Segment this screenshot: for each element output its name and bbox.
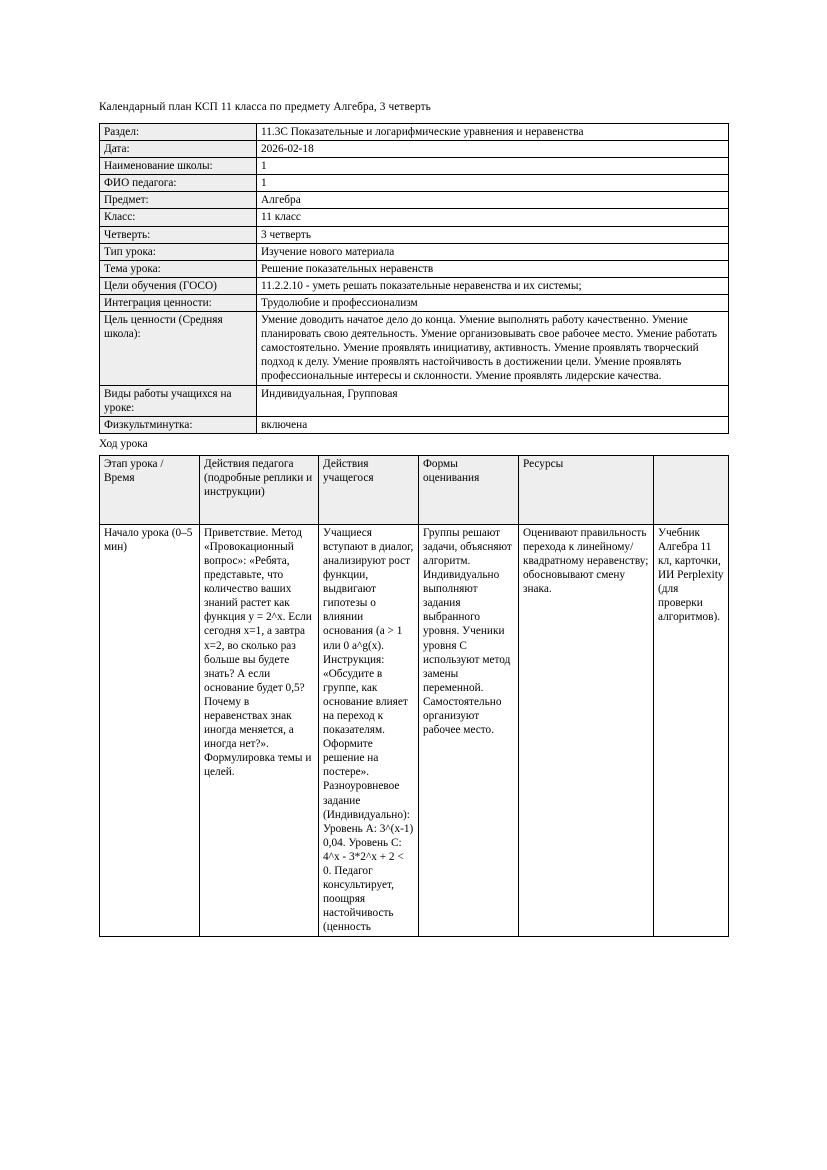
info-value-razdel: 11.3C Показательные и логарифмические уравнения и неравенства (257, 124, 729, 141)
table-row (100, 385, 729, 416)
cell-resources (519, 524, 654, 936)
info-label-data: Дата: (100, 141, 257, 158)
cell-teacher-actions-text: Приветствие. Метод «Провокационный вопрос»: «Ребята, представьте, что количество ваших знаний растет как функция y = 2^x. Если сегодня x=1, а завтра x=2, во сколько раз больше вы будете знать? А если основание будет 0,5? Почему в неравенствах знак иногда меняется, а иногда нет?». Формулировка темы и целей. (204, 526, 312, 779)
info-value-lesson-topic: Решение показательных неравенств (257, 260, 729, 277)
col-header-stage: Этап урока / Время (100, 455, 200, 524)
table-row (100, 175, 729, 192)
col-header-assessment-forms: Формы оценивания (419, 455, 519, 524)
info-label-class: Класс: (100, 209, 257, 226)
table-row (100, 141, 729, 158)
info-value-value-integration: Трудолюбие и профессионализм (257, 294, 729, 311)
info-label-teacher: ФИО педагога: (100, 175, 257, 192)
info-label-quarter: Четверть: (100, 226, 257, 243)
table-row (100, 243, 729, 260)
cell-resources-text: Оценивают правильность перехода к линейному/квадратному неравенству; обосновывают смену знака. (523, 526, 649, 596)
cell-assessment-forms-text: Группы решают задачи, объясняют алгоритм. Индивидуально выполняют задания выбранного уровня. Ученики уровня С используют метод замены переменной. Самостоятельно организуют рабочее место. (423, 526, 512, 737)
info-value-subject: Алгебра (257, 192, 729, 209)
section-caption-lesson-flow: Ход урока (99, 437, 148, 450)
info-label-value-goal: Цель ценности (Средняя школа): (100, 312, 257, 385)
page-title: Календарный план КСП 11 класса по предмету Алгебра, 3 четверть (99, 101, 431, 113)
cell-student-actions (319, 524, 419, 936)
cell-extra (654, 524, 729, 936)
col-header-student-actions: Действия учащегося (319, 455, 419, 524)
table-row (100, 277, 729, 294)
table-row (100, 312, 729, 385)
lesson-flow-body (100, 524, 729, 936)
info-value-class: 11 класс (257, 209, 729, 226)
info-label-razdel: Раздел: (100, 124, 257, 141)
info-value-lesson-type: Изучение нового материала (257, 243, 729, 260)
lesson-info-body (100, 124, 729, 434)
info-value-teacher: 1 (257, 175, 729, 192)
table-row (100, 524, 729, 936)
table-row (100, 192, 729, 209)
cell-stage (100, 524, 200, 936)
info-label-physical-break: Физкультминутка: (100, 416, 257, 433)
col-header-resources: Ресурсы (519, 455, 654, 524)
info-value-quarter: 3 четверть (257, 226, 729, 243)
info-value-school: 1 (257, 158, 729, 175)
info-value-work-types: Индивидуальная, Групповая (257, 385, 729, 416)
info-label-lesson-topic: Тема урока: (100, 260, 257, 277)
info-value-physical-break: включена (257, 416, 729, 433)
info-value-data: 2026-02-18 (257, 141, 729, 158)
cell-assessment-forms (419, 524, 519, 936)
table-row (100, 158, 729, 175)
table-row (100, 416, 729, 433)
lesson-flow-table (99, 455, 729, 937)
cell-stage-text: Начало урока (0–5 мин) (104, 526, 193, 553)
info-value-learning-goals: 11.2.2.10 - уметь решать показательные неравенства и их системы; (257, 277, 729, 294)
table-row (100, 294, 729, 311)
cell-extra-text: Учебник Алгебра 11 кл, карточки, ИИ Perplexity (для проверки алгоритмов). (658, 526, 724, 624)
info-label-lesson-type: Тип урока: (100, 243, 257, 260)
info-value-value-goal: Умение доводить начатое дело до конца. Умение выполнять работу качественно. Умение планировать свою деятельность. Умение организовывать свое рабочее место. Умение работать самостоятельно. Умение проявлять инициативу, активность. Умение проявлять творческий подход к делу. Умение проявлять настойчивость в достижении цели. Умение проявлять профессиональные интересы и склонности. Умение проявлять лидерские качества. (257, 312, 729, 385)
cell-teacher-actions (200, 524, 319, 936)
info-label-learning-goals: Цели обучения (ГОСО) (100, 277, 257, 294)
table-row (100, 209, 729, 226)
table-row (100, 260, 729, 277)
table-header-row (100, 455, 729, 524)
table-row (100, 124, 729, 141)
lesson-flow-head (100, 455, 729, 524)
col-header-extra (654, 455, 729, 524)
col-header-teacher-actions: Действия педагога (подробные реплики и инструкции) (200, 455, 319, 524)
lesson-info-table (99, 123, 729, 434)
cell-student-actions-text: Учащиеся вступают в диалог, анализируют рост функции, выдвигают гипотезы о влиянии основания (a > 1 или 0 a^g(x). Инструкция: «Обсудите в группе, как основание влияет на переход к показателям. Оформите решение на постере». Разноуровневое задание (Индивидуально): Уровень A: 3^(x-1) 0,04. Уровень C: 4^x - 3*2^x + 2 < 0. Педагог консультирует, поощряя настойчивость (ценность (323, 526, 414, 934)
info-label-subject: Предмет: (100, 192, 257, 209)
info-label-value-integration: Интеграция ценности: (100, 294, 257, 311)
info-label-work-types: Виды работы учащихся на уроке: (100, 385, 257, 416)
info-label-school: Наименование школы: (100, 158, 257, 175)
table-row (100, 226, 729, 243)
